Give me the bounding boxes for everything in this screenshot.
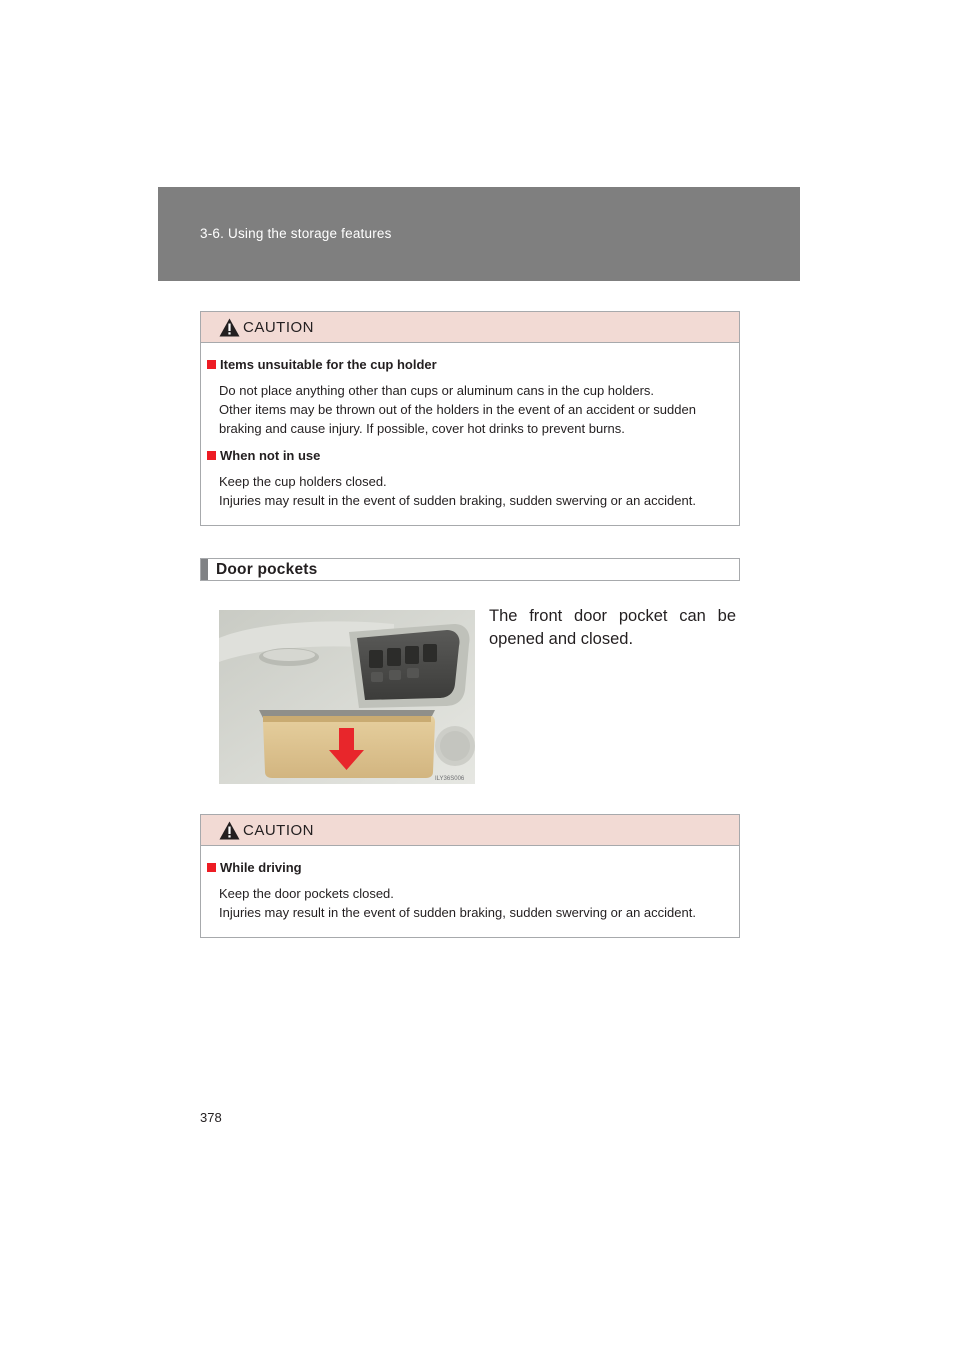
header-band	[158, 187, 800, 281]
page-number: 378	[200, 1110, 222, 1125]
text-line: Other items may be thrown out of the holders in the event of an accident or sudden	[219, 402, 696, 417]
caution-header	[201, 312, 739, 343]
bullet-square-icon	[207, 863, 216, 872]
caution-title: CAUTION	[243, 822, 314, 839]
section-heading-bar	[201, 559, 208, 580]
section-heading	[200, 558, 740, 581]
description-line: opened and closed.	[489, 630, 634, 648]
caution-header	[201, 815, 739, 846]
door-pocket-illustration	[219, 610, 475, 784]
text-line: Do not place anything other than cups or aluminum cans in the cup holders.	[219, 383, 655, 398]
caution-item-text	[201, 466, 739, 510]
figure-code: ILY36S006	[435, 776, 465, 782]
text-line: Keep the door pockets closed.	[219, 886, 394, 901]
caution-item-heading: Items unsuitable for the cup holder	[201, 355, 739, 375]
caution-item	[201, 446, 739, 510]
description-line: The front door pocket can be	[489, 607, 736, 625]
caution-item-text	[201, 878, 739, 922]
caution-title: CAUTION	[243, 319, 314, 336]
caution-item-heading: While driving	[201, 858, 739, 878]
bullet-square-icon	[207, 360, 216, 369]
warning-triangle-icon	[219, 821, 240, 840]
caution-box-door-pocket	[200, 814, 740, 938]
caution-item	[201, 355, 739, 438]
text-line: Injuries may result in the event of sudden braking, sudden swerving or an accident.	[219, 905, 696, 920]
text-line: Keep the cup holders closed.	[219, 474, 387, 489]
caution-item-text	[201, 375, 739, 438]
caution-item	[201, 858, 739, 922]
text-line: Injuries may result in the event of sudden braking, sudden swerving or an accident.	[219, 493, 696, 508]
warning-triangle-icon	[219, 318, 240, 337]
caution-item-heading: When not in use	[201, 446, 739, 466]
section-title: Door pockets	[216, 561, 318, 578]
caution-box-cup-holder	[200, 311, 740, 526]
text-line: braking and cause injury. If possible, cover hot drinks to prevent burns.	[219, 421, 625, 436]
door-pocket-description	[489, 605, 736, 651]
section-breadcrumb: 3-6. Using the storage features	[200, 226, 392, 241]
bullet-square-icon	[207, 451, 216, 460]
